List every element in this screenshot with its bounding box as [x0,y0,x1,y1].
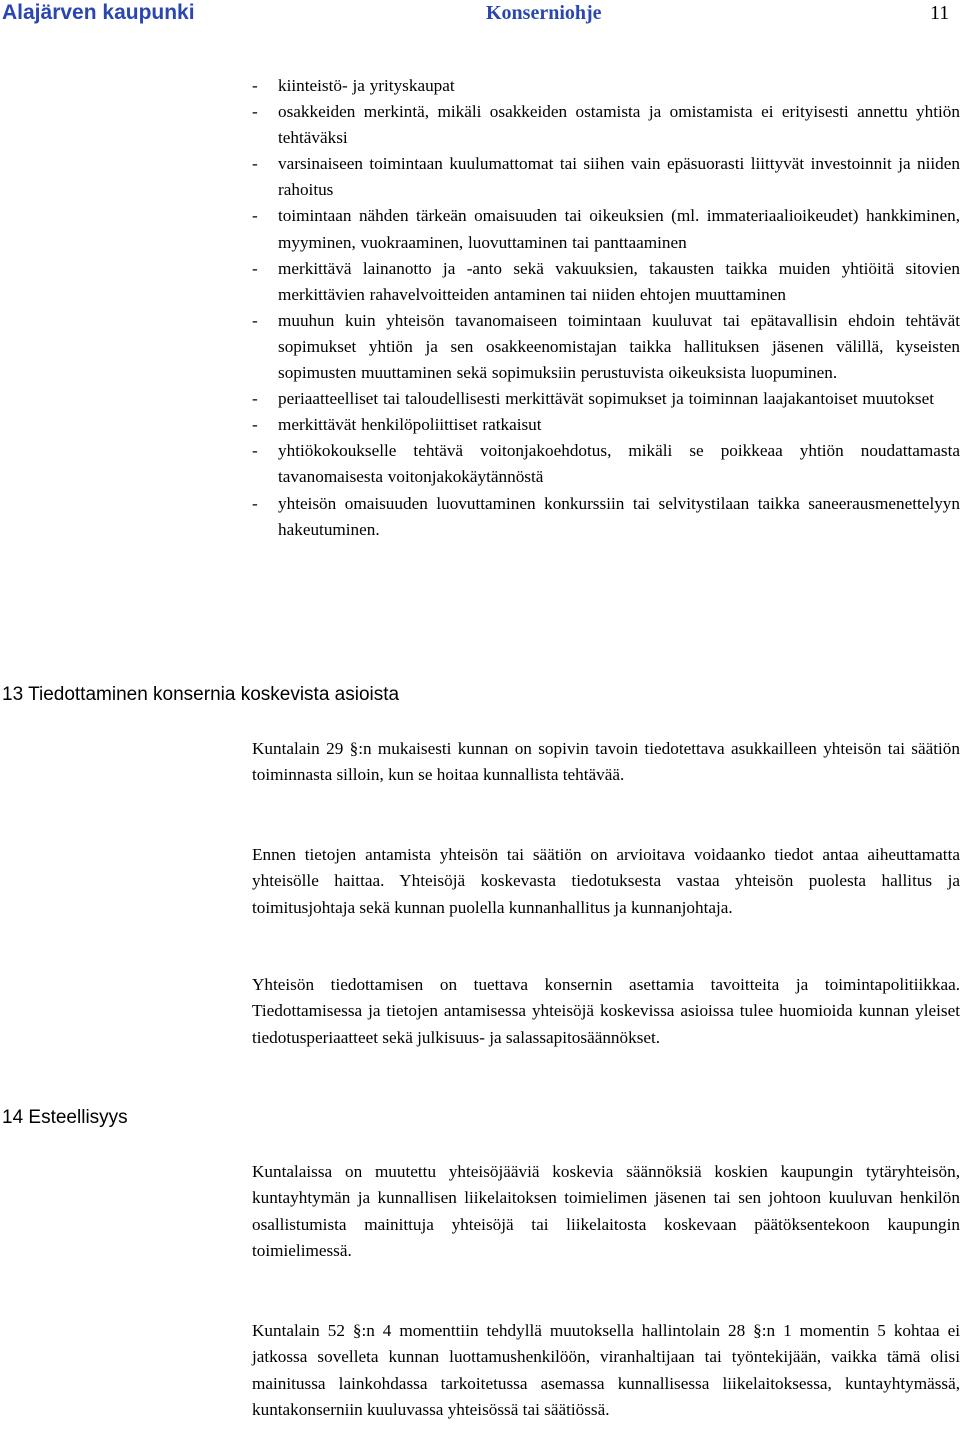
list-item-text: varsinaiseen toimintaan kuulumattomat tai siihen vain epäsuorasti liittyvät investoinnit ja niiden rahoitus [278,154,960,200]
list-item-text: yhteisön omaisuuden luovuttaminen konkurssiin tai selvitystilaan taikka saneerausmenettelyyn hakeutuminen. [278,493,960,539]
list-item-text: muuhun kuin yhteisön tavanomaiseen toimintaan kuuluvat tai epätavallisin ehdoin tehtävät sopimukset yhtiön ja sen osakkeenomistajan taikka hallituksen jäsenen välillä, kyseisten sopimusten muuttaminen sekä sopimuksiin perustuvista oikeuksista luopuminen. [278,310,960,383]
section-13-heading: 13 Tiedottaminen konsernia koskevista asioista [2,684,400,705]
section-13-paragraph-1: Kuntalain 29 §:n mukaisesti kunnan on sopivin tavoin tiedotettava asukkailleen yhteisön tai säätiön toiminnasta silloin, kun se hoitaa kunnallista tehtävää. [252,739,960,785]
list-dash: - [252,206,258,226]
list-item [252,73,960,99]
list-item [252,256,960,308]
section-13-paragraph-3: Yhteisön tiedottamisen on tuettava konsernin asettamia tavoitteita ja toimintapolitiikkaa. Tiedottamisessa ja tietojen antamisessa yhteisöjä koskevissa asioissa tulee huomioida kunnan yleiset tiedotusperiaatteet sekä julkisuus- ja salassapitosäännökset. [252,975,960,1047]
list-dash: - [252,441,258,461]
list-item [252,203,960,255]
list-dash: - [252,258,258,278]
list-item [252,412,960,438]
section-13-paragraph-2: Ennen tietojen antamista yhteisön tai säätiön on arvioitava voidaanko tiedot antaa aiheuttamatta yhteisölle haittaa. Yhteisöjä koskevasta tiedotuksesta vastaa yhteisön puolesta hallitus ja toimitusjohtaja sekä kunnan puolella kunnanhallitus ja kunnanjohtaja. [252,845,960,917]
list-item [252,99,960,151]
list-dash: - [252,154,258,174]
list-dash: - [252,310,258,330]
list-item [252,386,960,412]
page-number: 11 [930,2,950,24]
section-14-heading: 14 Esteellisyys [2,1107,128,1128]
list-dash: - [252,102,258,122]
document-title: Konserniohje [486,2,602,24]
list-item-text: merkittävä lainanotto ja -anto sekä vakuuksien, takausten taikka muiden yhtiöitä sitovien merkittävien rahavelvoitteiden antaminen tai niiden ehtojen muuttaminen [278,258,960,304]
list-item-text: merkittävät henkilöpoliittiset ratkaisut [278,415,542,435]
list-dash: - [252,493,258,513]
decision-list [252,73,960,543]
list-item [252,438,960,490]
organization-name: Alajärven kaupunki [2,1,195,24]
list-item-text: yhtiökokoukselle tehtävä voitonjakoehdotus, mikäli se poikkeaa yhtiön noudattamasta tavanomaisesta voitonjakokäytännöstä [278,441,960,487]
list-item [252,308,960,386]
list-dash: - [252,415,258,435]
list-item-text: kiinteistö- ja yrityskaupat [278,76,455,95]
list-item-text: osakkeiden merkintä, mikäli osakkeiden ostamista ja omistamista ei erityisesti annettu yhtiön tehtäväksi [278,102,960,148]
section-14-paragraph-1: Kuntalaissa on muutettu yhteisöjääviä koskevia säännöksiä koskien kaupungin tytäryhteisön, kuntayhtymän ja kunnallisen liikelaitoksen toimielimen jäsenen tai sen johtoon kuuluvan henkilön osallistumista mainittuja yhteisöjä tai liikelaitosta koskevaan päätöksentekoon kaupungin toimielimessä. [252,1162,960,1260]
list-dash: - [252,389,258,409]
list-item [252,151,960,203]
list-dash: - [252,76,258,95]
list-item [252,491,960,543]
page-header [0,0,960,28]
list-item-text: toimintaan nähden tärkeän omaisuuden tai oikeuksien (ml. immateriaalioikeudet) hankkiminen, myyminen, vuokraaminen, luovuttaminen tai panttaaminen [278,206,960,252]
list-item-text: periaatteelliset tai taloudellisesti merkittävät sopimukset ja toiminnan laajakantoiset muutokset [278,389,935,409]
section-14-paragraph-2: Kuntalain 52 §:n 4 momenttiin tehdyllä muutoksella hallintolain 28 §:n 1 momentin 5 kohtaa ei jatkossa sovelleta kunnan luottamushenkilöön, viranhaltijaan tai työntekijään, vaikka tämä olisi mainitussa lainkohdassa tarkoitetussa asemassa kunnallisessa liikelaitoksessa, kuntayhtymässä, kuntakonserniin kuuluvassa yhteisössä tai säätiössä. [252,1321,960,1419]
